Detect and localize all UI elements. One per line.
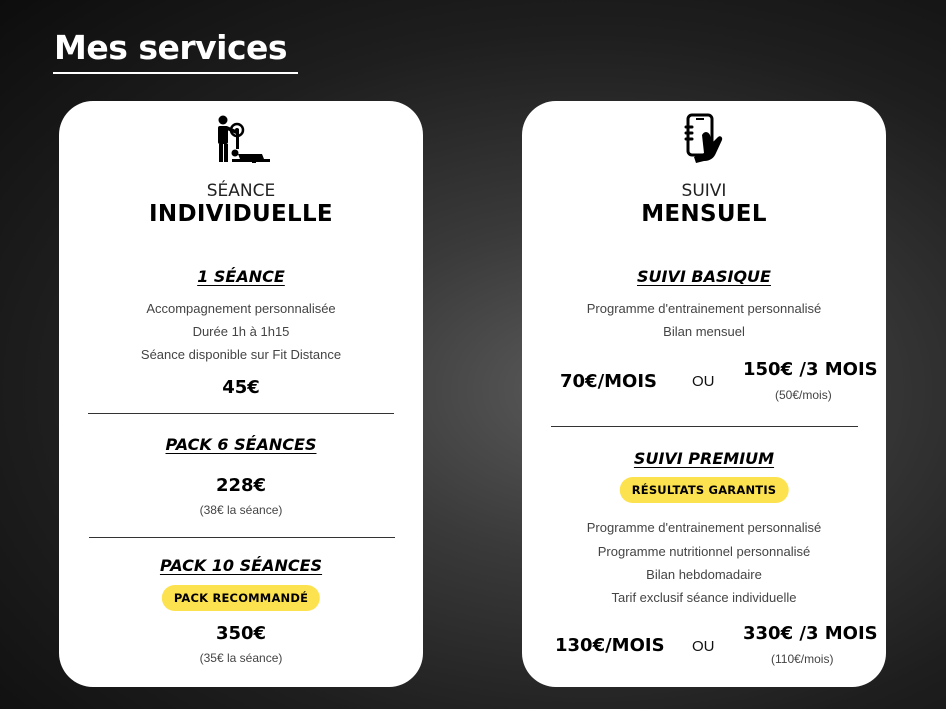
smartphone-hand-icon (682, 113, 726, 172)
offer-feature: Programme d'entrainement personnalisé (586, 520, 822, 535)
offer-feature: Tarif exclusif séance individuelle (611, 590, 797, 605)
offer-title-suivi-basique: SUIVI BASIQUE (637, 267, 771, 286)
offer-price: 350€ (215, 623, 267, 644)
offer-feature: Accompagnement personnalisée (146, 301, 336, 316)
offer-title-pack-6: PACK 6 SÉANCES (165, 435, 317, 454)
offer-feature: Programme nutritionnel personnalisé (597, 544, 811, 559)
offer-price-note: (35€ la séance) (199, 651, 283, 665)
offer-feature: Séance disponible sur Fit Distance (140, 347, 342, 362)
price-or: OU (692, 638, 715, 655)
offer-feature: Programme d'entrainement personnalisé (586, 301, 822, 316)
card-kicker: SÉANCE (206, 181, 276, 201)
service-card-seance-individuelle (59, 101, 423, 687)
offer-feature: Bilan mensuel (663, 324, 745, 339)
offer-feature: Durée 1h à 1h15 (192, 324, 290, 339)
offer-title-pack-10: PACK 10 SÉANCES (159, 556, 323, 575)
price-3-months-note: (110€/mois) (771, 652, 834, 666)
recommended-badge: PACK RECOMMANDÉ (162, 585, 320, 611)
price-or: OU (692, 373, 715, 390)
card-title: INDIVIDUELLE (149, 201, 333, 227)
offer-feature: Bilan hebdomadaire (646, 567, 762, 582)
title-underline (53, 72, 298, 74)
offer-price-note: (38€ la séance) (199, 503, 283, 517)
guaranteed-results-badge: RÉSULTATS GARANTIS (620, 477, 789, 503)
offer-price: 228€ (215, 475, 267, 496)
price-3-months-note: (50€/mois) (775, 388, 832, 402)
offer-title-1-seance: 1 SÉANCE (197, 267, 285, 286)
divider (551, 426, 858, 427)
offer-title-suivi-premium: SUIVI PREMIUM (633, 449, 775, 468)
offer-price: 45€ (222, 377, 260, 398)
page-title: Mes services (54, 28, 288, 67)
price-3-months: 330€ /3 MOIS (743, 623, 878, 644)
card-title: MENSUEL (641, 201, 767, 227)
price-3-months: 150€ /3 MOIS (743, 359, 878, 380)
card-kicker: SUIVI (681, 181, 727, 201)
price-monthly: 70€/MOIS (560, 371, 658, 392)
divider (89, 537, 395, 538)
divider (88, 413, 394, 414)
price-monthly: 130€/MOIS (555, 635, 665, 656)
service-card-suivi-mensuel (522, 101, 886, 687)
weight-training-icon (212, 115, 270, 170)
